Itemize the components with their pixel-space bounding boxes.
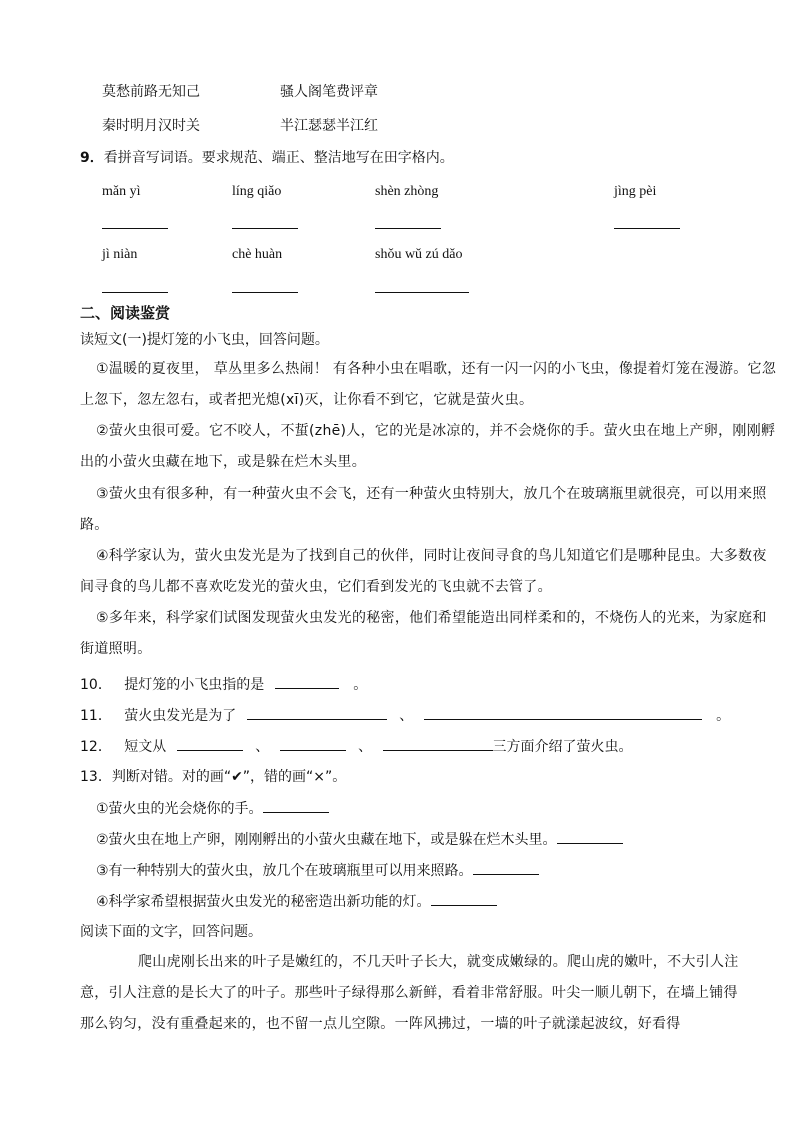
q13-item-2-blank[interactable]	[557, 829, 623, 844]
pinyin-3: shèn zhòng	[375, 184, 439, 199]
question-9-text: 看拼音写词语。要求规范、端正、整洁地写在田字格内。	[103, 150, 454, 166]
paragraph-2: ②萤火虫很可爱。它不咬人，不蜇(zhē)人，它的光是冰凉的，并不会烧你的手。萤火虫在地上产卵，刚刚孵出的小萤火虫藏在地下，或是躲在烂木头里。	[80, 423, 776, 470]
q10-end: 。	[353, 677, 368, 693]
q13-item-3	[96, 860, 539, 881]
q13-item-4-text: ④科学家希望根据萤火虫发光的秘密造出新功能的灯。	[96, 894, 431, 910]
q10-answer-blank[interactable]	[275, 674, 339, 689]
answer-line-5[interactable]	[102, 292, 168, 293]
q13-item-1-text: ①萤火虫的光会烧你的手。	[96, 801, 263, 817]
q11-number: 11．	[80, 708, 112, 724]
reading-2-intro: 阅读下面的文字，回答问题。	[80, 924, 262, 940]
q10-number: 10．	[80, 677, 112, 693]
q11-answer-blank-2[interactable]	[424, 705, 702, 720]
q12-answer-blank-1[interactable]	[177, 736, 243, 751]
answer-line-7[interactable]	[375, 292, 469, 293]
q12-separator-2: 、	[358, 739, 373, 755]
answer-line-1[interactable]	[102, 228, 168, 229]
paragraph-4: ④科学家认为，萤火虫发光是为了找到自己的伙伴，同时让夜间寻食的鸟儿知道它们是哪种昆虫。大多数夜间寻食的鸟儿都不喜欢吃发光的萤火虫，它们看到发光的飞虫就不去管了。	[80, 548, 767, 595]
q11-answer-blank-1[interactable]	[247, 705, 387, 720]
paragraph-5: ⑤多年来，科学家们试图发现萤火虫发光的秘密，他们希望能造出同样柔和的，不烧伤人的光来，为家庭和街道照明。	[80, 610, 767, 657]
pinyin-5: jì niàn	[102, 247, 138, 262]
q13-item-1-blank[interactable]	[263, 798, 329, 813]
pinyin-1: mǎn yì	[102, 184, 141, 199]
question-12	[80, 736, 633, 757]
poem-line-2-right: 半江瑟瑟半江红	[280, 118, 378, 134]
pinyin-4: jìng pèi	[614, 184, 657, 199]
q12-end: 三方面介绍了萤火虫。	[492, 739, 633, 755]
question-11	[80, 705, 730, 726]
q13-item-2	[96, 829, 623, 850]
q12-separator-1: 、	[255, 739, 270, 755]
answer-line-4[interactable]	[614, 228, 680, 229]
poem-line-1-left: 莫愁前路无知己	[102, 84, 200, 100]
q11-separator: 、	[399, 708, 414, 724]
question-9-number: 9．	[80, 150, 104, 166]
paragraph-3: ③萤火虫有很多种，有一种萤火虫不会飞，还有一种萤火虫特别大，放几个在玻璃瓶里就很亮，可以用来照路。	[80, 486, 767, 533]
poem-line-2-left: 秦时明月汉时关	[102, 118, 200, 134]
answer-line-2[interactable]	[232, 228, 298, 229]
answer-line-3[interactable]	[375, 228, 441, 229]
reading-2-paragraph: 爬山虎刚长出来的叶子是嫩红的，不几天叶子长大，就变成嫩绿的。爬山虎的嫩叶，不大引人注意，引人注意的是长大了的叶子。那些叶子绿得那么新鲜，看着非常舒服。叶尖一顺儿朝下，在墙上铺得那么钧匀，没有重叠起来的，也不留一点儿空隙。一阵风拂过，一墙的叶子就漾起波纹，好看得	[80, 954, 739, 1032]
q13-item-2-text: ②萤火虫在地上产卵，刚刚孵出的小萤火虫藏在地下，或是躲在烂木头里。	[96, 832, 557, 848]
q12-number: 12．	[80, 739, 112, 755]
pinyin-6: chè huàn	[232, 247, 283, 262]
q12-text: 短文从	[124, 739, 167, 755]
pinyin-2: líng qiǎo	[232, 184, 282, 199]
section-heading: 二、阅读鉴赏	[80, 304, 171, 322]
q13-item-3-text: ③有一种特别大的萤火虫，放几个在玻璃瓶里可以用来照路。	[96, 863, 473, 879]
q11-text: 萤火虫发光是为了	[124, 708, 237, 724]
answer-line-6[interactable]	[232, 292, 298, 293]
paragraph-1: ①温暖的夏夜里， 草丛里多么热闹！ 有各种小虫在唱歌，还有一闪一闪的小飞虫，像提着灯笼在漫游。它忽上忽下，忽左忽右，或者把光熄(xī)灭，让你看不到它，它就是萤火虫。	[80, 361, 777, 408]
q12-answer-blank-3[interactable]	[383, 736, 493, 751]
question-9-title	[80, 148, 454, 168]
q13-item-4	[96, 891, 497, 912]
q10-text: 提灯笼的小飞虫指的是	[124, 677, 265, 693]
q13-item-1	[96, 798, 329, 819]
reading-intro: 读短文(一)提灯笼的小飞虫，回答问题。	[80, 332, 329, 348]
poem-line-1-right: 骚人阁笔费评章	[280, 84, 378, 100]
question-13-title: 13．判断对错。对的画“✔”，错的画“×”。	[80, 769, 347, 785]
question-10	[80, 674, 367, 695]
q12-answer-blank-2[interactable]	[280, 736, 346, 751]
q13-item-3-blank[interactable]	[473, 860, 539, 875]
pinyin-7: shǒu wǔ zú dǎo	[375, 247, 463, 262]
q11-end: 。	[716, 708, 731, 724]
q13-item-4-blank[interactable]	[431, 891, 497, 906]
